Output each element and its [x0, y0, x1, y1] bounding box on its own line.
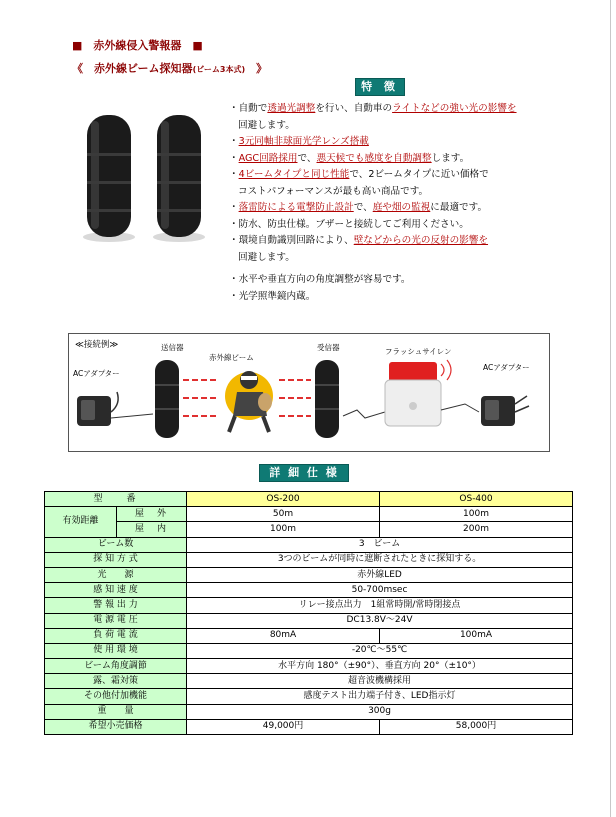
- sensor-unit-left: [83, 115, 135, 242]
- flash-siren-label: フラッシュサイレン: [385, 347, 452, 356]
- spec-row-distance-outdoor: [45, 507, 573, 522]
- spec-label: その他付加機能: [45, 689, 187, 704]
- feature-text: ・水平や垂直方向の角度調整が容易です。: [229, 274, 411, 285]
- spec-label: 使 用 環 境: [45, 643, 187, 658]
- feature-highlight: 3元同軸非球面光学レンズ搭載: [238, 136, 369, 147]
- feature-line-f7: [229, 233, 599, 250]
- feature-line-f1b: [229, 118, 599, 135]
- spec-label: 感 知 速 度: [45, 583, 187, 598]
- spec-row: [45, 552, 573, 567]
- spec-model-os400: OS-400: [380, 492, 573, 507]
- spec-row: [45, 643, 573, 658]
- spec-value: 50-700msec: [187, 583, 573, 598]
- spec-label: 電 源 電 圧: [45, 613, 187, 628]
- spec-value: 超音波機構採用: [187, 674, 573, 689]
- spec-value: 100mA: [380, 628, 573, 643]
- spec-row: [45, 659, 573, 674]
- spec-row: [45, 628, 573, 643]
- feature-text: で、2ビームタイプに近い価格で: [349, 169, 489, 180]
- transmitter-icon: [155, 360, 179, 438]
- feature-text: コストパフォーマンスが最も高い商品です。: [238, 185, 429, 197]
- spec-value: 感度テスト出力端子付き、LED指示灯: [187, 689, 573, 704]
- feature-text: を行い、自動車の: [315, 103, 393, 114]
- feature-text: 回避します。: [238, 119, 295, 131]
- spec-value-indoor-os400: 200m: [380, 522, 573, 537]
- spec-value: 3 ビーム: [187, 537, 573, 552]
- product-title-main: 《 赤外線ビーム探知器: [72, 62, 193, 75]
- spec-row: [45, 689, 573, 704]
- intruder-icon: [225, 371, 273, 432]
- spec-value: 水平方向 180°（±90°）、垂直方向 20°（±10°）: [187, 659, 573, 674]
- diagram-drawing: [69, 334, 549, 451]
- spec-value: DC13.8V～24V: [187, 613, 573, 628]
- ac-adapter-right-icon: [481, 396, 529, 426]
- spec-row: [45, 583, 573, 598]
- spec-value: 49,000円: [187, 719, 380, 734]
- feature-text: ・: [229, 202, 239, 213]
- spec-label: 探 知 方 式: [45, 552, 187, 567]
- spec-label: 光 源: [45, 567, 187, 582]
- spec-label-distance: 有効距離: [45, 507, 117, 537]
- spec-label: 希望小売価格: [45, 719, 187, 734]
- feature-highlight: 4ビームタイプと同じ性能: [238, 169, 350, 180]
- spec-label: 負 荷 電 流: [45, 628, 187, 643]
- spec-row-distance-indoor: [45, 522, 573, 537]
- feature-highlight: AGC回路採用: [238, 152, 298, 164]
- feature-line-f4: [229, 167, 599, 184]
- feature-line-f7b: [229, 250, 599, 267]
- spec-value: 3つのビームが同時に遮断されたときに探知する。: [187, 552, 573, 567]
- spec-row: [45, 598, 573, 613]
- feature-text: ・環境自動識別回路により、: [229, 235, 354, 246]
- feature-text: ・自動で: [229, 103, 268, 114]
- spec-label: ビーム数: [45, 537, 187, 552]
- feature-text: ・: [229, 136, 239, 147]
- product-photo: [73, 101, 223, 250]
- feature-text: ・防水、防虫仕様。ブザーと接続してご利用ください。: [229, 218, 469, 230]
- spec-value: -20℃～55℃: [187, 643, 573, 658]
- feature-line-f5: [229, 200, 599, 217]
- spec-row: [45, 537, 573, 552]
- category-heading: ■ 赤外線侵入警報器 ■: [72, 39, 203, 52]
- product-title: [72, 60, 267, 76]
- feature-text: で、: [353, 202, 373, 213]
- spec-model-os200: OS-200: [187, 492, 380, 507]
- feature-text: に最適です。: [430, 202, 488, 213]
- spec-label-model: 型 番: [45, 492, 187, 507]
- ac-adapter-left-label: ACアダプター: [73, 369, 120, 378]
- feature-text: ・: [229, 152, 239, 164]
- spec-value-outdoor-os200: 50m: [187, 507, 380, 522]
- spec-label: 露、霜対策: [45, 674, 187, 689]
- infrared-beam-label: 赤外線ビーム: [209, 353, 254, 362]
- spec-badge: 詳 細 仕 様: [259, 464, 349, 482]
- spec-label: ビーム角度調節: [45, 659, 187, 674]
- feature-highlight: 壁などからの光の反射の影響を: [353, 235, 489, 246]
- transmitter-label: 送信器: [161, 343, 184, 352]
- feature-line-f1: [229, 101, 599, 118]
- sensor-unit-right: [153, 115, 205, 242]
- spec-value-indoor-os200: 100m: [187, 522, 380, 537]
- beam-lines-left: [183, 380, 219, 416]
- spec-value: 58,000円: [380, 719, 573, 734]
- feature-line-f6: [229, 217, 599, 234]
- product-title-close: 》: [245, 62, 268, 75]
- ac-adapter-right-label: ACアダプター: [483, 363, 530, 372]
- features-badge: 特 徴: [355, 78, 405, 96]
- spec-row: [45, 567, 573, 582]
- spec-label-indoor: 屋 内: [117, 522, 187, 537]
- feature-highlight: 透過光調整: [267, 103, 316, 114]
- spec-row: [45, 719, 573, 734]
- cable-right: [441, 404, 479, 412]
- receiver-label: 受信器: [317, 343, 340, 352]
- feature-text: ・光学照準鏡内蔵。: [229, 290, 316, 302]
- spec-value: リレー接点出力 1組常時開/常時閉接点: [187, 598, 573, 613]
- beam-lines-right: [279, 380, 311, 416]
- ac-adapter-left-icon: [77, 392, 118, 426]
- feature-highlight: 庭や畑の監視: [372, 202, 431, 213]
- feature-text: 回避します。: [238, 251, 295, 263]
- spec-value: 赤外線LED: [187, 567, 573, 582]
- feature-text: ・: [229, 169, 239, 180]
- feature-text: で、: [297, 152, 317, 164]
- spec-row-model: [45, 492, 573, 507]
- spec-label: 重 量: [45, 704, 187, 719]
- feature-line-f9: [229, 289, 599, 306]
- feature-line-f3: [229, 151, 599, 168]
- page-edge-line: [610, 0, 611, 817]
- cable-left: [111, 414, 153, 418]
- feature-highlight: ライトなどの強い光の影響を: [392, 103, 517, 114]
- spec-row: [45, 704, 573, 719]
- feature-highlight: 悪天候でも感度を自動調整: [316, 152, 432, 164]
- spec-row: [45, 674, 573, 689]
- feature-line-f2: [229, 134, 599, 151]
- spec-value-outdoor-os400: 100m: [380, 507, 573, 522]
- feature-line-f8: [229, 272, 599, 289]
- spec-table: [44, 491, 573, 735]
- spec-value: 80mA: [187, 628, 380, 643]
- connection-diagram: [68, 333, 550, 452]
- diagram-title: ≪接続例≫: [75, 340, 119, 350]
- cable-receiver-siren: [343, 410, 385, 418]
- receiver-icon: [315, 360, 339, 438]
- spec-label: 警 報 出 力: [45, 598, 187, 613]
- product-title-sub: (ビーム3本式): [192, 65, 246, 74]
- flash-siren-icon: [385, 360, 451, 426]
- spec-row: [45, 613, 573, 628]
- feature-text: します。: [431, 152, 470, 164]
- features-list: [229, 101, 599, 305]
- feature-line-f4b: [229, 184, 599, 201]
- spec-label-outdoor: 屋 外: [117, 507, 187, 522]
- feature-highlight: 落雷防による電撃防止設計: [238, 202, 354, 213]
- spec-value: 300g: [187, 704, 573, 719]
